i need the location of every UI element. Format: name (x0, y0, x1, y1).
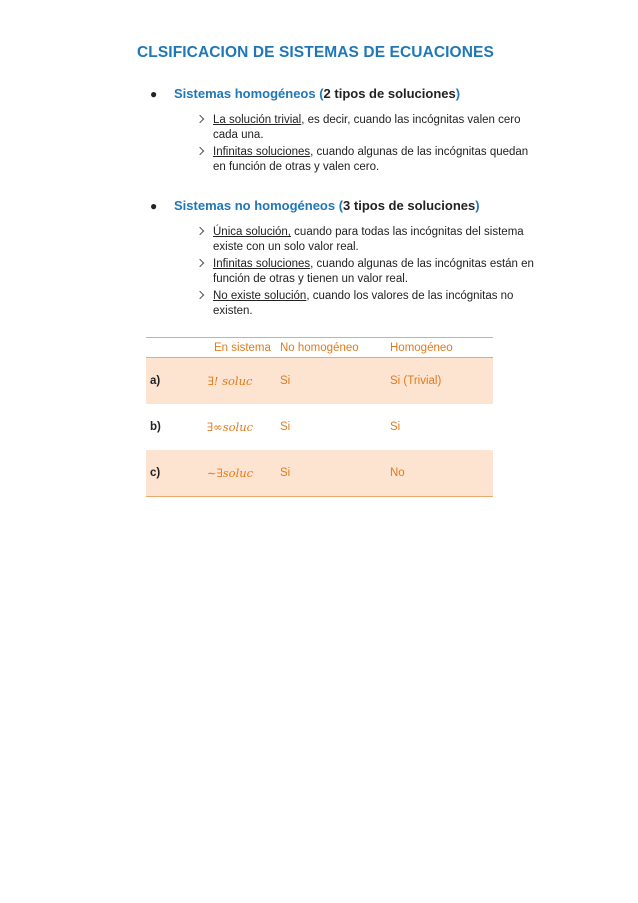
row-no-homogeneo: Si (280, 450, 390, 497)
row-homogeneo: Si (Trivial) (390, 358, 493, 405)
item-text: , es decir, cuando las incógnitas valen cero cada una. (213, 114, 521, 141)
item-term: La solución trivial (213, 114, 302, 126)
heading-part: ) (455, 86, 461, 101)
table-row (146, 450, 493, 497)
section-homogeneous (150, 86, 570, 177)
heading-part: Sistemas homogéneos ( (174, 86, 324, 101)
row-label: a) (146, 358, 180, 405)
arrow-bullet-icon (196, 227, 204, 235)
row-symbol: ∃∞soluc (206, 420, 254, 434)
heading-emphasis: 2 tipos de soluciones (323, 86, 456, 101)
header-empty (146, 338, 180, 358)
bullet-icon: ● (150, 199, 158, 213)
arrow-bullet-icon (196, 147, 204, 155)
list-item (197, 113, 543, 143)
row-no-homogeneo: Si (280, 421, 291, 433)
arrow-bullet-icon (196, 291, 204, 299)
heading-part: ) (475, 198, 480, 213)
item-text: cuando para todas las incógnitas del sistema existe con un solo valor real. (213, 226, 524, 253)
row-symbol: ∃! soluc (180, 358, 280, 405)
header-no-homogeneo: No homogéneo (280, 338, 390, 358)
item-term: No existe solución (213, 290, 307, 302)
header-en-sistema: En sistema (180, 338, 280, 358)
item-text: , cuando algunas de las incógnitas quedan en función de otras y valen cero. (213, 146, 529, 173)
item-term: Infinitas soluciones (213, 146, 311, 158)
section-non-homogeneous (150, 198, 570, 321)
list-item (197, 289, 543, 319)
item-term: Infinitas soluciones (213, 258, 311, 270)
header-homogeneo: Homogéneo (390, 338, 493, 358)
page-title: CLSIFICACION DE SISTEMAS DE ECUACIONES (137, 44, 494, 61)
table-row (146, 358, 493, 405)
item-text: , cuando los valores de las incógnitas no existen. (213, 290, 514, 317)
table-row (146, 404, 493, 450)
arrow-bullet-icon (196, 259, 204, 267)
section-heading (150, 198, 570, 213)
list-item (197, 225, 543, 255)
table-header-row (146, 338, 493, 358)
row-symbol: ∼∃soluc (180, 450, 280, 497)
item-text: , cuando algunas de las incógnitas están en función de otras y tienen un valor real. (213, 258, 534, 285)
section-heading (150, 86, 570, 101)
row-homogeneo: No (390, 450, 493, 497)
list-item (197, 257, 543, 287)
list-item (197, 145, 543, 175)
classification-table (146, 337, 493, 497)
arrow-bullet-icon (196, 115, 204, 123)
item-list (197, 113, 570, 175)
item-list (197, 225, 570, 319)
heading-part: Sistemas no homogéneos ( (174, 198, 344, 213)
row-homogeneo: Si (390, 421, 401, 433)
row-no-homogeneo: Si (280, 358, 390, 405)
row-label: b) (150, 421, 161, 433)
item-term: Única solución, (213, 226, 291, 238)
heading-emphasis: 3 tipos de soluciones (343, 198, 476, 213)
row-label: c) (146, 450, 180, 497)
bullet-icon: ● (150, 87, 158, 101)
